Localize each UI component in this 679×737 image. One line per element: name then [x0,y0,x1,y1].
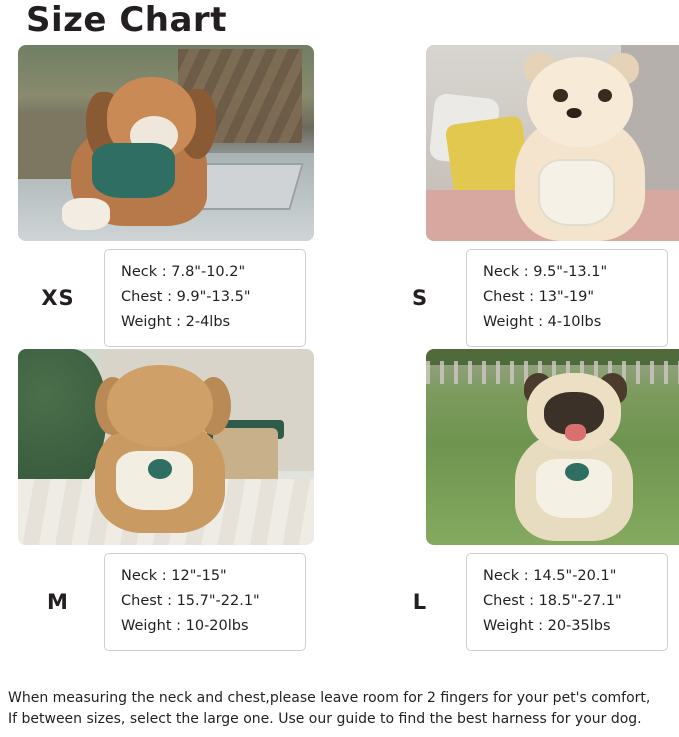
size-grid [12,45,671,651]
size-cell-s [364,45,679,347]
size-label-m: M [47,590,69,615]
size-chart-page [0,2,679,737]
size-row-s [364,249,679,347]
size-row-l [364,553,679,651]
size-specs-s [466,249,668,347]
spec-chest-s: Chest : 13"-19" [483,289,595,306]
spec-neck-m: Neck : 12"-15" [121,568,227,585]
spec-weight-s: Weight : 4-10lbs [483,314,602,331]
spec-weight-xs: Weight : 2-4lbs [121,314,231,331]
size-row-xs [12,249,360,347]
size-specs-l [466,553,668,651]
measuring-footnote [8,688,671,731]
spec-chest-m: Chest : 15.7"-22.1" [121,593,260,610]
size-cell-xs [12,45,360,347]
size-row-m [12,553,360,651]
spec-chest-xs: Chest : 9.9"-13.5" [121,289,251,306]
spec-weight-l: Weight : 20-35lbs [483,618,611,635]
size-photo-m [18,349,314,545]
footnote-line-2: If between sizes, select the large one. Use our guide to find the best harness for your dog. [8,711,642,728]
size-label-xs: XS [41,286,75,311]
spec-weight-m: Weight : 10-20lbs [121,618,249,635]
size-photo-s [426,45,679,241]
footnote-line-1: When measuring the neck and chest,please leave room for 2 fingers for your pet's comfort, [8,689,651,706]
page-title: Size Chart [26,0,227,40]
size-cell-l [364,349,679,651]
size-photo-xs [18,45,314,241]
spec-neck-l: Neck : 14.5"-20.1" [483,568,617,585]
size-specs-m [104,553,306,651]
spec-neck-s: Neck : 9.5"-13.1" [483,264,608,281]
size-cell-m [12,349,360,651]
size-label-s: S [411,286,429,311]
size-label-l: L [412,590,428,615]
size-photo-l [426,349,679,545]
spec-chest-l: Chest : 18.5"-27.1" [483,593,622,610]
spec-neck-xs: Neck : 7.8"-10.2" [121,264,246,281]
size-specs-xs [104,249,306,347]
